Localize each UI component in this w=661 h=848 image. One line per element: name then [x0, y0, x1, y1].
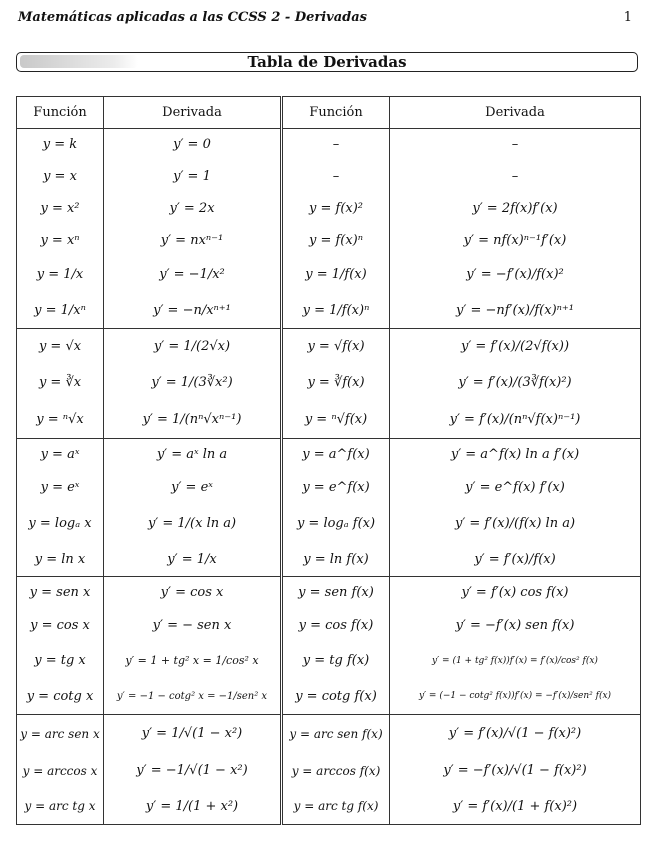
function-cell: y = logₐ x	[17, 505, 104, 543]
table-row	[17, 401, 641, 439]
derivative-cell: y′ = f′(x)/(nⁿ√f(x)ⁿ⁻¹)	[390, 401, 641, 439]
function-cell: y = f(x)²	[282, 193, 390, 225]
table-row	[17, 679, 641, 715]
table-row	[17, 257, 641, 293]
function-cell: y = eˣ	[17, 471, 104, 505]
derivative-cell: y′ = 1/(nⁿ√xⁿ⁻¹)	[104, 401, 282, 439]
derivative-cell: y′ = 1/(2√x)	[104, 329, 282, 365]
derivative-cell: y′ = 1/(x ln a)	[104, 505, 282, 543]
table-header-row	[17, 97, 641, 129]
function-cell: y = arccos x	[17, 753, 104, 789]
function-cell: y = sen f(x)	[282, 577, 390, 609]
derivative-cell: y′ = nxⁿ⁻¹	[104, 225, 282, 257]
table-row	[17, 293, 641, 329]
function-cell: y = cos f(x)	[282, 609, 390, 643]
derivative-cell: y′ = nf(x)ⁿ⁻¹f′(x)	[390, 225, 641, 257]
column-header: Derivada	[104, 97, 282, 129]
derivative-cell: y′ = eˣ	[104, 471, 282, 505]
derivative-cell: y′ = 1/x	[104, 543, 282, 577]
derivative-cell: y′ = e^f(x) f′(x)	[390, 471, 641, 505]
derivative-cell: y′ = cos x	[104, 577, 282, 609]
derivative-cell: y′ = 1 + tg² x = 1/cos² x	[104, 643, 282, 679]
derivative-cell: –	[390, 129, 641, 161]
function-cell: y = √x	[17, 329, 104, 365]
page-number: 1	[623, 10, 632, 25]
table-row	[17, 225, 641, 257]
function-cell: y = ln f(x)	[282, 543, 390, 577]
table-row	[17, 789, 641, 825]
function-cell: y = cos x	[17, 609, 104, 643]
function-cell: y = tg x	[17, 643, 104, 679]
function-cell: y = f(x)ⁿ	[282, 225, 390, 257]
table-row	[17, 471, 641, 505]
function-cell: y = ∛x	[17, 365, 104, 401]
derivative-cell: y′ = a^f(x) ln a f′(x)	[390, 439, 641, 471]
derivatives-table	[16, 96, 641, 825]
document-title: Matemáticas aplicadas a las CCSS 2 - Derivadas	[18, 10, 367, 25]
table-row	[17, 609, 641, 643]
derivative-cell: y′ = 2f(x)f′(x)	[390, 193, 641, 225]
derivative-cell: y′ = f′(x)/f(x)	[390, 543, 641, 577]
derivative-cell: y′ = 1	[104, 161, 282, 193]
section-banner	[16, 52, 638, 72]
table-row	[17, 505, 641, 543]
table-row	[17, 129, 641, 161]
derivative-cell: –	[390, 161, 641, 193]
function-cell: –	[282, 129, 390, 161]
table-row	[17, 753, 641, 789]
derivative-cell: y′ = 1/√(1 − x²)	[104, 715, 282, 753]
function-cell: y = √f(x)	[282, 329, 390, 365]
derivative-cell: y′ = 2x	[104, 193, 282, 225]
function-cell: y = arc tg f(x)	[282, 789, 390, 825]
derivative-cell: y′ = −n/xⁿ⁺¹	[104, 293, 282, 329]
derivative-cell: y′ = (−1 − cotg² f(x))f′(x) = −f′(x)/sen² f(x)	[390, 679, 641, 715]
function-cell: y = ln x	[17, 543, 104, 577]
derivative-cell: y′ = −1/x²	[104, 257, 282, 293]
derivative-cell: y′ = (1 + tg² f(x))f′(x) = f′(x)/cos² f(x)	[390, 643, 641, 679]
table-row	[17, 715, 641, 753]
table-row	[17, 439, 641, 471]
function-cell: y = logₐ f(x)	[282, 505, 390, 543]
banner-shade	[20, 55, 138, 68]
function-cell: y = arc tg x	[17, 789, 104, 825]
function-cell: y = a^f(x)	[282, 439, 390, 471]
table-row	[17, 329, 641, 365]
function-cell: –	[282, 161, 390, 193]
derivative-cell: y′ = f′(x)/(3∛f(x)²)	[390, 365, 641, 401]
derivative-cell: y′ = f′(x) cos f(x)	[390, 577, 641, 609]
function-cell: y = cotg x	[17, 679, 104, 715]
function-cell: y = sen x	[17, 577, 104, 609]
table-row	[17, 365, 641, 401]
derivative-cell: y′ = −f′(x) sen f(x)	[390, 609, 641, 643]
function-cell: y = ⁿ√x	[17, 401, 104, 439]
function-cell: y = ⁿ√f(x)	[282, 401, 390, 439]
banner-title: Tabla de Derivadas	[247, 53, 407, 71]
table-row	[17, 643, 641, 679]
column-header: Derivada	[390, 97, 641, 129]
function-cell: y = ∛f(x)	[282, 365, 390, 401]
function-cell: y = arc sen x	[17, 715, 104, 753]
column-header: Función	[282, 97, 390, 129]
derivative-cell: y′ = 0	[104, 129, 282, 161]
function-cell: y = 1/f(x)	[282, 257, 390, 293]
function-cell: y = 1/x	[17, 257, 104, 293]
derivative-cell: y′ = − sen x	[104, 609, 282, 643]
function-cell: y = tg f(x)	[282, 643, 390, 679]
derivative-cell: y′ = f′(x)/√(1 − f(x)²)	[390, 715, 641, 753]
derivative-cell: y′ = −nf′(x)/f(x)ⁿ⁺¹	[390, 293, 641, 329]
function-cell: y = cotg f(x)	[282, 679, 390, 715]
function-cell: y = e^f(x)	[282, 471, 390, 505]
derivative-cell: y′ = f′(x)/(2√f(x))	[390, 329, 641, 365]
table-row	[17, 161, 641, 193]
function-cell: y = aˣ	[17, 439, 104, 471]
derivative-cell: y′ = 1/(3∛x²)	[104, 365, 282, 401]
table-row	[17, 193, 641, 225]
table-row	[17, 577, 641, 609]
derivative-cell: y′ = −1/√(1 − x²)	[104, 753, 282, 789]
function-cell: y = x	[17, 161, 104, 193]
derivative-cell: y′ = −f′(x)/√(1 − f(x)²)	[390, 753, 641, 789]
derivative-cell: y′ = −1 − cotg² x = −1/sen² x	[104, 679, 282, 715]
table-row	[17, 543, 641, 577]
function-cell: y = arc sen f(x)	[282, 715, 390, 753]
function-cell: y = k	[17, 129, 104, 161]
function-cell: y = arccos f(x)	[282, 753, 390, 789]
derivative-cell: y′ = aˣ ln a	[104, 439, 282, 471]
function-cell: y = xⁿ	[17, 225, 104, 257]
function-cell: y = 1/f(x)ⁿ	[282, 293, 390, 329]
derivative-cell: y′ = −f′(x)/f(x)²	[390, 257, 641, 293]
derivative-cell: y′ = f′(x)/(f(x) ln a)	[390, 505, 641, 543]
page-header	[18, 10, 638, 30]
derivative-cell: y′ = f′(x)/(1 + f(x)²)	[390, 789, 641, 825]
derivative-cell: y′ = 1/(1 + x²)	[104, 789, 282, 825]
function-cell: y = 1/xⁿ	[17, 293, 104, 329]
column-header: Función	[17, 97, 104, 129]
function-cell: y = x²	[17, 193, 104, 225]
